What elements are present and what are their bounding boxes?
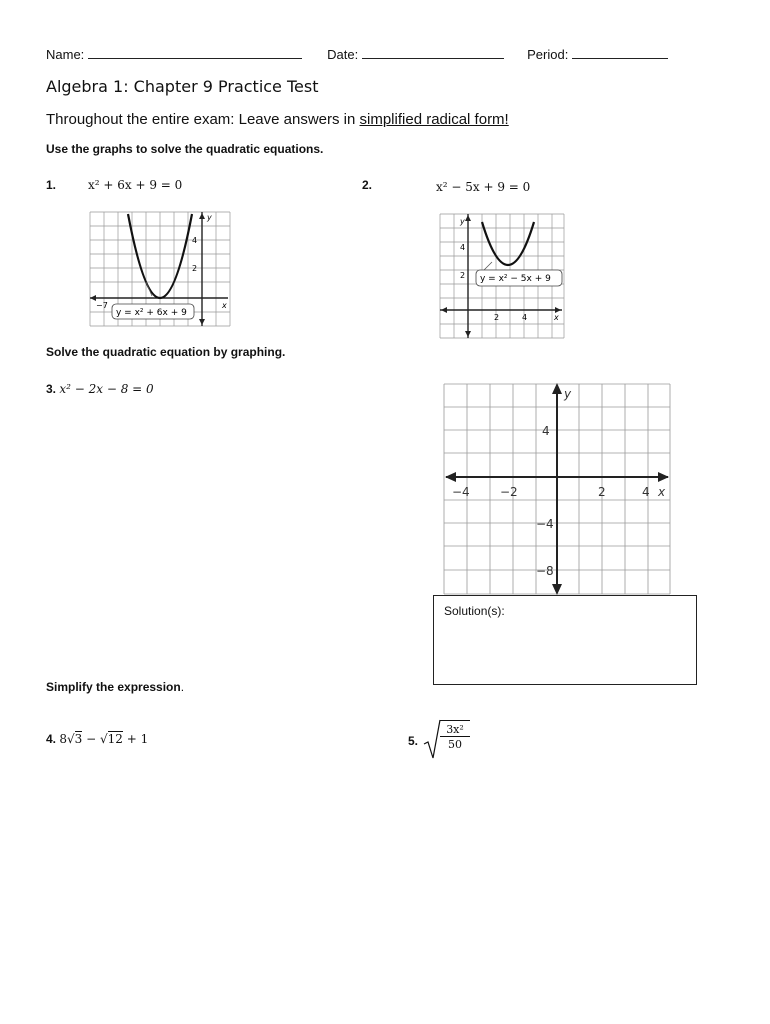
axis-label: y	[207, 213, 212, 222]
section3-instruction	[46, 680, 184, 694]
question-2-graph	[438, 212, 566, 340]
name-field[interactable]	[88, 46, 302, 59]
question-1-equation: x² + 6x + 9 = 0	[88, 178, 183, 192]
question-1-graph	[88, 210, 232, 328]
radical-sign	[422, 718, 442, 762]
tick-label: 2	[494, 313, 500, 322]
question-3-graph-grid[interactable]	[442, 380, 672, 596]
section1-instruction: Use the graphs to solve the quadratic equations.	[46, 142, 324, 156]
radical-sign: √	[67, 732, 75, 746]
question-5-numerator: 3x²	[440, 721, 470, 737]
question-4-coefficient: 8	[59, 732, 67, 746]
solution-box[interactable]	[433, 595, 697, 685]
axis-label: x	[554, 313, 559, 322]
tick-label: 2	[192, 264, 198, 273]
tick-label: −4	[452, 485, 470, 499]
solution-label: Solution(s):	[444, 604, 505, 618]
question-3-number: 3.	[46, 382, 57, 396]
tick-label: 4	[192, 236, 198, 245]
tick-label: −2	[500, 485, 518, 499]
question-1-number: 1.	[46, 178, 57, 192]
question-2-equation: x² − 5x + 9 = 0	[436, 180, 531, 194]
question-2-number: 2.	[362, 178, 373, 192]
exam-instructions	[46, 111, 509, 128]
tick-label: 2	[460, 271, 466, 280]
tick-label: 4	[522, 313, 528, 322]
period-field[interactable]	[572, 46, 668, 59]
name-label: Name:	[46, 47, 85, 62]
question-4-number: 4.	[46, 732, 57, 746]
tick-label: 4	[642, 485, 650, 499]
radical-sign: √	[99, 732, 108, 746]
question-3-equation: x² − 2x − 8 = 0	[59, 382, 154, 396]
question-4-minus: −	[82, 732, 100, 746]
tick-label: 4	[542, 424, 550, 438]
question-5-fraction	[440, 720, 470, 751]
tick-label: 2	[598, 485, 606, 499]
instructions-emphasis: simplified radical form!	[359, 111, 509, 128]
curve-label: y = x² − 5x + 9	[480, 274, 551, 284]
question-3	[46, 382, 154, 396]
tick-label: −8	[536, 564, 554, 578]
section3-instruction-period: .	[180, 680, 185, 694]
question-4-plus: + 1	[122, 732, 149, 746]
question-5-denominator: 50	[448, 738, 462, 751]
header-row	[46, 46, 668, 62]
section3-instruction-text: Simplify the expression	[46, 680, 181, 694]
instructions-text: Throughout the entire exam: Leave answers in	[46, 111, 360, 128]
question-4-radicand-1: 3	[74, 732, 83, 746]
axis-label: x	[658, 485, 666, 499]
page-title: Algebra 1: Chapter 9 Practice Test	[46, 77, 319, 96]
axis-label: x	[222, 301, 227, 310]
question-4	[46, 732, 148, 746]
parabola-curve	[482, 222, 534, 265]
axis-label: y	[564, 387, 572, 401]
axis-label: y	[460, 217, 465, 226]
section2-instruction: Solve the quadratic equation by graphing.	[46, 345, 286, 359]
question-5-number: 5.	[408, 734, 419, 748]
tick-label: −7	[96, 301, 108, 310]
period-label: Period:	[527, 47, 569, 62]
tick-label: −4	[536, 517, 554, 531]
curve-label: y = x² + 6x + 9	[116, 308, 187, 318]
question-4-radicand-2: 12	[107, 732, 123, 746]
date-label: Date:	[327, 47, 359, 62]
date-field[interactable]	[362, 46, 504, 59]
tick-label: 4	[460, 243, 466, 252]
